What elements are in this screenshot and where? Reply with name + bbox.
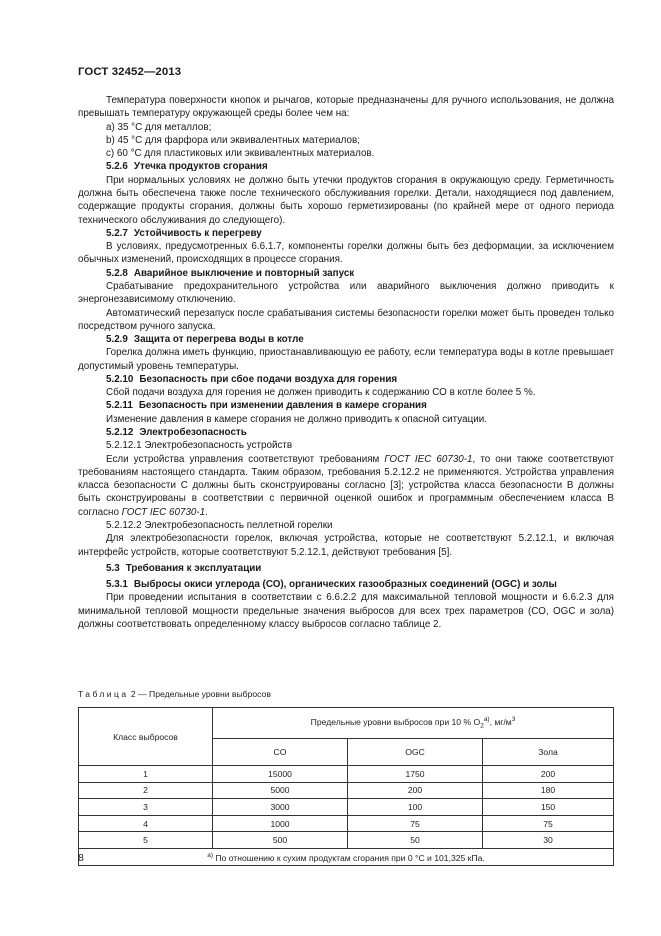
subsection-heading-5-2-12-2: 5.2.12.2 Электробезопасность пеллетной горелки xyxy=(106,520,333,531)
table-cell: 5000 xyxy=(213,782,348,799)
section-text-5-2-8-a: Срабатывание предохранительного устройства или аварийного выключения должно приводить к энергонезависимому отключению. xyxy=(78,280,614,306)
table-cell: 30 xyxy=(483,832,614,849)
table-cell: 500 xyxy=(213,832,348,849)
table-cell: 5 xyxy=(79,832,213,849)
emission-limits-table xyxy=(78,707,614,866)
table-cell: 200 xyxy=(483,766,614,783)
section-text-5-2-11: Изменение давления в камере сгорания не должно приводить к опасной ситуации. xyxy=(106,413,487,425)
section-heading-5-2-10: 5.2.10 Безопасность при сбое подачи воздуха для горения xyxy=(106,373,398,385)
paragraph-intro: Температура поверхности кнопок и рычагов, которые предназначены для ручного использования, не должна превышать температуру окружающей среды более чем на: xyxy=(78,95,614,120)
section-text-5-2-9: Горелка должна иметь функцию, приостанавливающую ее работу, если температура воды в котле превышает допустимый уровень температуры. xyxy=(78,347,614,372)
table-cell: 100 xyxy=(348,799,483,816)
table-cell: 15000 xyxy=(213,766,348,783)
subsection-text-5-2-12-2: Для электробезопасности горелок, включая устройства, которые не соответствуют 5.2.12.1, и включая интерфейс устройств, которые соответствуют 5.2.12.1, действуют требования [5]. xyxy=(78,533,614,558)
table-cell: 2 xyxy=(79,782,213,799)
table-footnote: $^{а)}$ По отношению к сухим продуктам сгорания при 0 °С и 101,325 кПа. xyxy=(79,848,614,865)
table-row xyxy=(79,799,614,816)
list-item-a: a) 35 °С для металлов; xyxy=(106,121,212,133)
table-row xyxy=(79,832,614,849)
section-heading-5-2-9: 5.2.9 Защита от перегрева воды в котле xyxy=(106,334,304,346)
page-number: 8 xyxy=(78,852,84,864)
list-item-b: b) 45 °С для фарфора или эквивалентных материалов; xyxy=(106,134,360,146)
body-text xyxy=(78,94,614,631)
standard-reference: ГОСТ IEC 60730-1 xyxy=(384,453,473,465)
section-text-5-2-8-b: Автоматический перезапуск после срабатывания системы безопасности горелки может быть проведен только посредством ручного запуска. xyxy=(78,307,614,332)
table-row xyxy=(79,815,614,832)
table-cell: 150 xyxy=(483,799,614,816)
column-header-ogc: OGC xyxy=(348,739,483,766)
table-row xyxy=(79,782,614,799)
table-cell: 1000 xyxy=(213,815,348,832)
section-heading-5-2-7: 5.2.7 Устойчивость к перегреву xyxy=(106,227,262,239)
document-header: ГОСТ 32452—2013 xyxy=(78,66,182,78)
table-cell: 1 xyxy=(79,766,213,783)
section-text-5-2-6: При нормальных условиях не должно быть утечки продуктов сгорания в окружающую среду. Герметичность должна быть обеспечена также после технического обслуживания горелки. Детали, находящиеся под давлением, содержащие продукты сгорания, должны быть хорошо герметизированы (по крайней мере от одного периода технического обслуживания до следующего). xyxy=(78,174,614,226)
table-cell: 180 xyxy=(483,782,614,799)
subsection-text-5-2-12-1: Если устройства управления соответствуют требованиям ГОСТ IEC 60730-1, то они также соответствуют требованиям настоящего стандарта. Таким образом, требования 5.2.12.2 не применяются. Устройства управления класса безопасности С должны быть сконструированы согласно [3]; устройства класса безопасности В должны быть сконструированы в соответствии с первичной оценкой ошибок и программным обеспечением класса В согласно ГОСТ IEC 60730-1. xyxy=(78,453,615,518)
table-cell: 200 xyxy=(348,782,483,799)
section-heading-5-3-1: 5.3.1 Выбросы окиси углерода (СО), органических газообразных соединений (OGC) и золы xyxy=(106,579,557,591)
table-caption: Таблица 2 — Предельные уровни выбросов xyxy=(78,689,271,699)
section-heading-5-2-6: 5.2.6 Утечка продуктов сгорания xyxy=(106,161,268,173)
list-item-c: c) 60 °С для пластиковых или эквивалентных материалов. xyxy=(106,148,375,160)
table-cell: 75 xyxy=(483,815,614,832)
section-text-5-2-7: В условиях, предусмотренных 6.6.1.7, компоненты горелки должны быть без деформации, за исключением обычных изменений, происходящих в процессе сгорания. xyxy=(78,241,614,266)
subsection-heading-5-2-12-1: 5.2.12.1 Электробезопасность устройств xyxy=(106,440,293,452)
section-heading-5-2-12: 5.2.12 Электробезопасность xyxy=(106,427,247,439)
column-header-co: CO xyxy=(213,739,348,766)
table-cell: 50 xyxy=(348,832,483,849)
table-cell: 1750 xyxy=(348,766,483,783)
standard-reference: ГОСТ IEC 60730-1 xyxy=(121,506,206,518)
table-cell: 3000 xyxy=(213,799,348,816)
section-heading-5-2-11: 5.2.11 Безопасность при изменении давления в камере сгорания xyxy=(106,400,427,412)
section-heading-5-2-8: 5.2.8 Аварийное выключение и повторный запуск xyxy=(106,267,355,279)
table-cell: 3 xyxy=(79,799,213,816)
section-text-5-2-10: Сбой подачи воздуха для горения не должен приводить к содержанию СО в котле более 5 %. xyxy=(106,387,536,399)
column-group-header: Предельные уровни выбросов при 10 % $О_2^{а)}$, $мг/м^3$ xyxy=(213,708,614,739)
section-text-5-3-1: При проведении испытания в соответствии с 6.6.2.2 для максимальной тепловой мощности и 6.6.2.3 для минимальной тепловой мощности предельные значения выбросов для всех трех параметров (СО, OGC и зола) должны соответствовать определенному классу выбросов согласно таблице 2. xyxy=(78,592,614,630)
column-header-class: Класс выбросов xyxy=(79,708,213,766)
column-header-ash: Зола xyxy=(483,739,614,766)
table-cell: 4 xyxy=(79,815,213,832)
table-cell: 75 xyxy=(348,815,483,832)
section-heading-5-3: 5.3 Требования к эксплуатации xyxy=(106,562,262,574)
table-row xyxy=(79,766,614,783)
